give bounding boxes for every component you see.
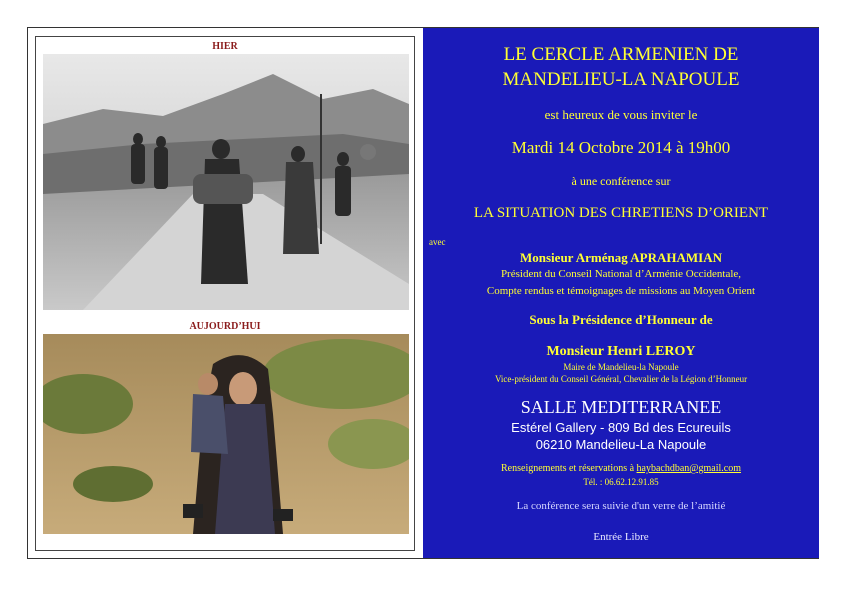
photo-today <box>43 334 409 534</box>
entry-free: Entrée Libre <box>593 531 649 543</box>
modern-photo-illustration <box>43 334 409 534</box>
photo-panel <box>28 28 423 558</box>
speaker-role-2: Compte rendus et témoignages de missions au Moyen Orient <box>486 285 756 297</box>
caption-yesterday: HIER <box>212 41 238 52</box>
conference-intro: à une conférence sur <box>571 174 671 188</box>
info-email-link[interactable]: haybachdban@gmail.com <box>636 463 741 474</box>
photo-yesterday <box>43 54 409 310</box>
flyer-frame <box>27 27 819 559</box>
invite-text: est heureux de vous inviter le <box>544 107 698 122</box>
honor-role-1: Maire de Mandelieu-la Napoule <box>563 362 679 372</box>
info-line <box>423 463 819 474</box>
honor-role-2: Vice-président du Conseil Général, Chevalier de la Légion d’Honneur <box>494 374 748 384</box>
honor-name: Monsieur Henri LEROY <box>546 344 696 359</box>
followup-text: La conférence sera suivie d'un verre de l’amitié <box>516 500 726 512</box>
with-label: avec <box>429 237 446 247</box>
event-date: Mardi 14 Octobre 2014 à 19h00 <box>511 138 731 157</box>
photo-panel-border <box>35 36 415 551</box>
venue-name: SALLE MEDITERRANEE <box>520 397 722 417</box>
info-label: Renseignements et réservations à <box>501 463 637 474</box>
venue-address-1: Estérel Gallery - 809 Bd des Ecureuils <box>511 420 731 435</box>
speaker-name: Monsieur Arménag APRAHAMIAN <box>520 250 722 265</box>
caption-today: AUJOURD’HUI <box>189 321 261 332</box>
speaker-role-1: Président du Conseil National d’Arménie Occidentale, <box>500 268 742 280</box>
organizer-line-1: LE CERCLE ARMENIEN DE <box>503 44 739 65</box>
phone-number: Tél. : 06.62.12.91.85 <box>583 477 659 487</box>
conference-topic: LA SITUATION DES CHRETIENS D’ORIENT <box>473 205 769 221</box>
presidency-heading: Sous la Présidence d’Honneur de <box>529 312 713 327</box>
venue-address-2: 06210 Mandelieu-La Napoule <box>535 437 707 452</box>
invitation-panel <box>423 28 819 558</box>
organizer-line-2: MANDELIEU-LA NAPOULE <box>502 69 740 90</box>
historic-photo-illustration <box>43 54 409 310</box>
